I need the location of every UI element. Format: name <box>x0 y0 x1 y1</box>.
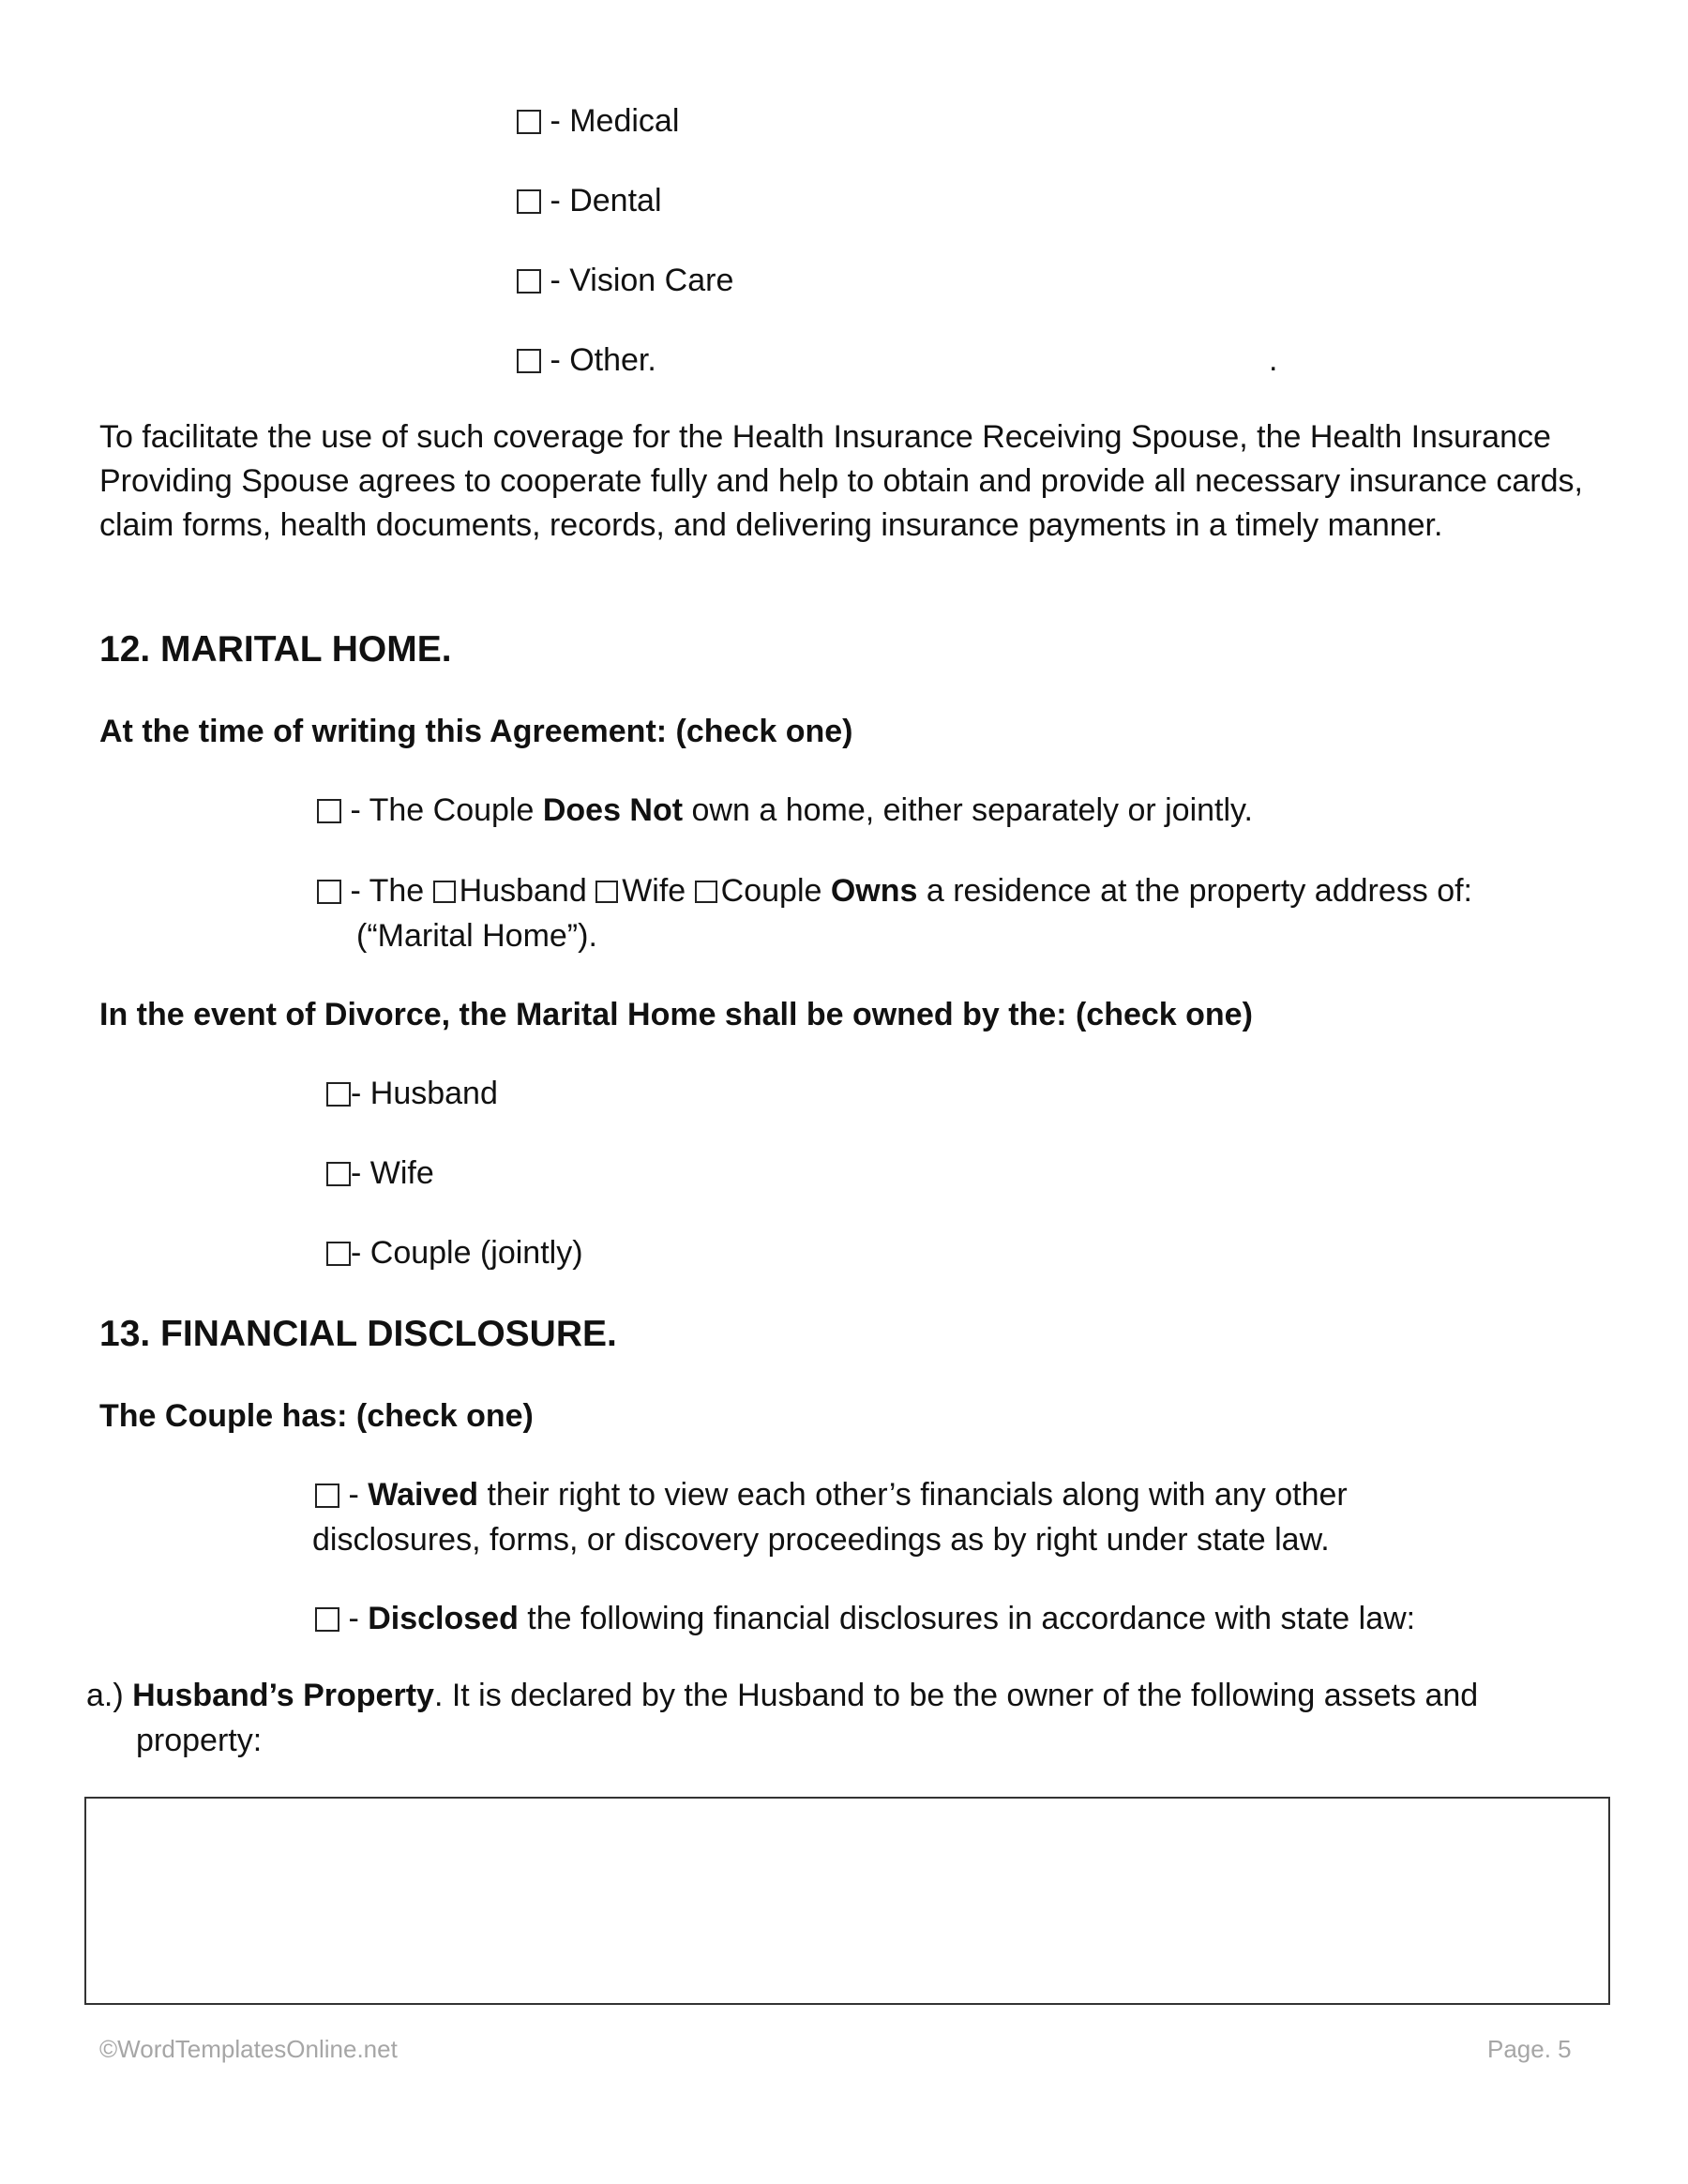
owner-couple-label: Couple <box>720 873 822 909</box>
other-blank-end: . <box>1269 342 1278 378</box>
option2-prefix: - The <box>350 873 433 909</box>
husband-property-entry-box[interactable] <box>84 1797 1610 2005</box>
divorce-husband-label: - Husband <box>351 1076 498 1111</box>
waived-suffix: their right to view each other’s financials along with any other <box>478 1477 1348 1513</box>
dental-label: - Dental <box>550 183 662 218</box>
disclosed-prefix: - <box>348 1601 369 1636</box>
husband-property-item <box>86 1674 1478 1718</box>
financial-disclosure-heading: 13. FINANCIAL DISCLOSURE. <box>99 1314 617 1354</box>
husband-property-label: a.) <box>86 1678 133 1713</box>
footer-page-number: Page. 5 <box>1487 2035 1572 2063</box>
marital-home-subheading: At the time of writing this Agreement: (check one) <box>99 714 853 749</box>
other-label: - Other. <box>550 342 656 378</box>
divorce-husband-checkbox[interactable] <box>326 1082 351 1107</box>
owner-wife-label: Wife <box>622 873 686 909</box>
owner-husband-label: Husband <box>459 873 587 909</box>
home-option-does-not-own <box>317 789 1253 833</box>
dental-checkbox[interactable] <box>517 189 541 214</box>
waived-checkbox[interactable] <box>315 1484 339 1508</box>
option2-suffix: a residence at the property address of: <box>917 873 1473 909</box>
disclosure-option-waived <box>315 1473 1348 1517</box>
divorce-owner-husband <box>326 1072 498 1116</box>
other-checkbox[interactable] <box>517 349 541 373</box>
vision-checkbox[interactable] <box>517 269 541 294</box>
owner-husband-checkbox[interactable] <box>433 881 456 903</box>
marital-home-heading: 12. MARITAL HOME. <box>99 629 452 670</box>
waived-bold: Waived <box>368 1477 479 1513</box>
divorce-owner-couple <box>326 1231 583 1275</box>
divorce-ownership-heading: In the event of Divorce, the Marital Home shall be owned by the: (check one) <box>99 997 1253 1032</box>
does-not-own-checkbox[interactable] <box>317 799 341 823</box>
owner-wife-checkbox[interactable] <box>595 881 618 903</box>
medical-checkbox[interactable] <box>517 110 541 134</box>
marital-home-definition: (“Marital Home”). <box>356 918 597 954</box>
cooperation-paragraph: To facilitate the use of such coverage for the Health Insurance Receiving Spouse, the Health Insurance Providing Spouse agrees to cooperate fully and help to obtain and provide all necessary insurance cards, claim forms, health documents, records, and delivering insurance payments in a timely manner. <box>99 419 1583 543</box>
divorce-couple-checkbox[interactable] <box>326 1242 351 1266</box>
insurance-option-medical <box>517 99 679 143</box>
divorce-couple-label: - Couple (jointly) <box>351 1235 583 1271</box>
divorce-owner-wife <box>326 1152 434 1196</box>
medical-label: - Medical <box>550 103 680 139</box>
husband-property-line2: property: <box>136 1723 263 1758</box>
insurance-option-other <box>517 339 656 383</box>
disclosed-checkbox[interactable] <box>315 1607 339 1632</box>
option2-bold: Owns <box>830 873 918 909</box>
option1-bold: Does Not <box>542 792 684 828</box>
option1-prefix: - The Couple <box>350 792 543 828</box>
husband-property-suffix: . It is declared by the Husband to be the owner of the following assets and <box>433 1678 1479 1713</box>
waived-prefix: - <box>348 1477 369 1513</box>
home-option-owns <box>317 869 1472 913</box>
divorce-wife-checkbox[interactable] <box>326 1162 351 1186</box>
vision-label: - Vision Care <box>550 263 734 298</box>
option1-suffix: own a home, either separately or jointly. <box>683 792 1253 828</box>
insurance-option-vision <box>517 259 733 303</box>
husband-property-bold: Husband’s Property <box>132 1678 434 1713</box>
waived-line2: disclosures, forms, or discovery proceedings as by right under state law. <box>312 1522 1330 1558</box>
owns-checkbox[interactable] <box>317 880 341 904</box>
financial-disclosure-subheading: The Couple has: (check one) <box>99 1398 534 1434</box>
owner-couple-checkbox[interactable] <box>695 881 717 903</box>
disclosure-option-disclosed <box>315 1597 1415 1641</box>
disclosed-suffix: the following financial disclosures in accordance with state law: <box>518 1601 1416 1636</box>
disclosed-bold: Disclosed <box>368 1601 519 1636</box>
insurance-option-dental <box>517 179 662 223</box>
footer-copyright: ©WordTemplatesOnline.net <box>99 2035 398 2063</box>
divorce-wife-label: - Wife <box>351 1155 434 1191</box>
